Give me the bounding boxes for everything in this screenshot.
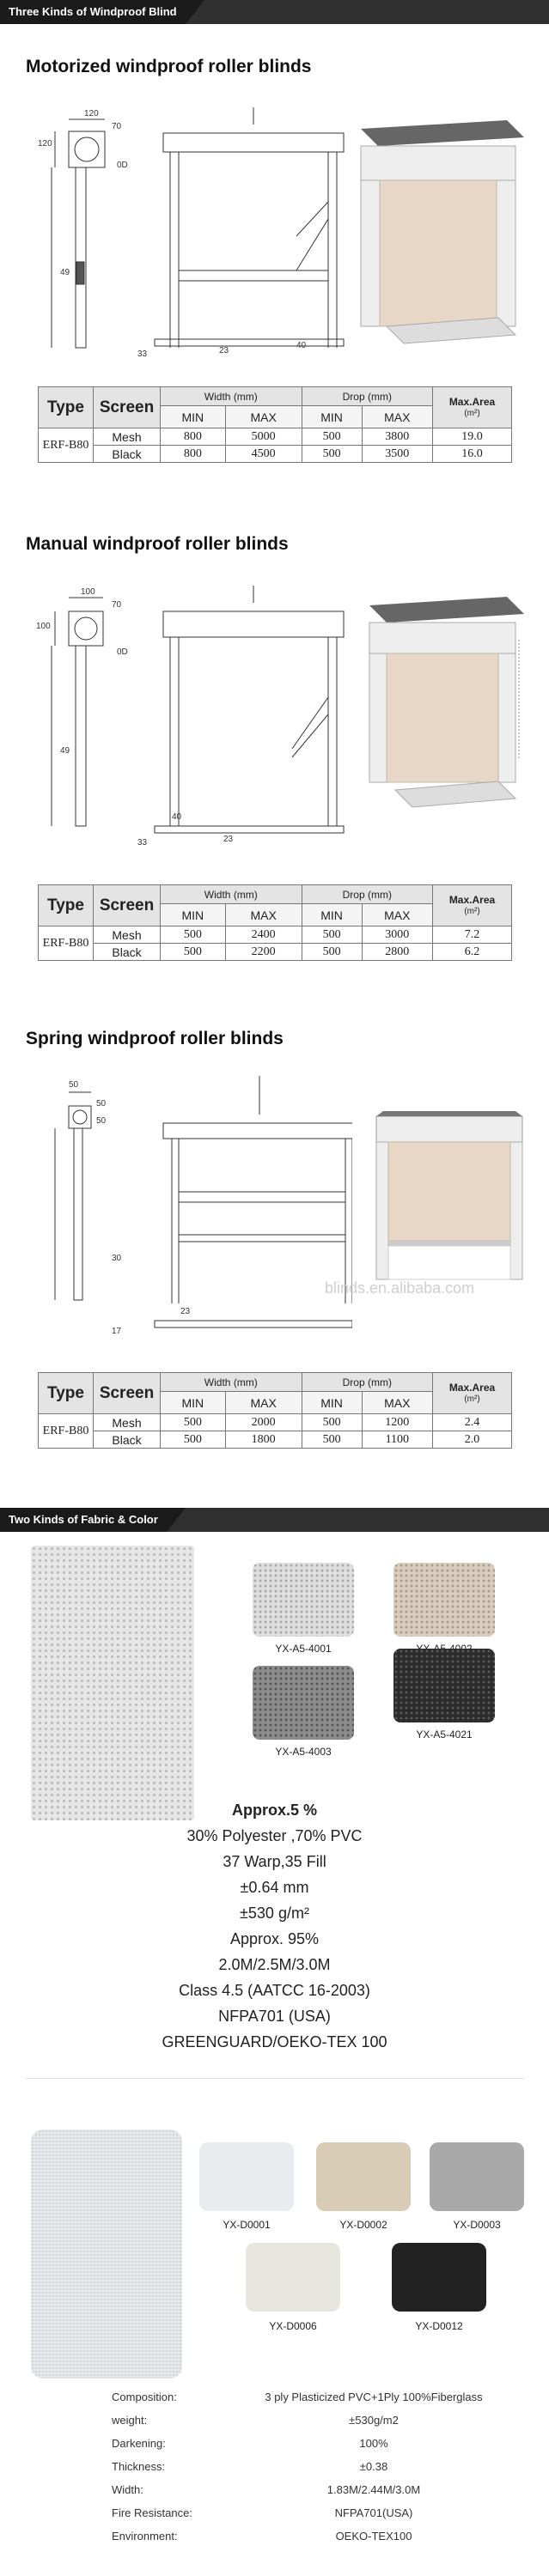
dim-h: 33: [137, 349, 148, 359]
manual-title: Manual windproof roller blinds: [26, 534, 289, 554]
width-header: Width (mm): [161, 387, 302, 406]
dim-b: 70: [112, 600, 122, 610]
dim-f: 23: [223, 835, 234, 844]
dim-c: 120: [38, 139, 52, 149]
swatch-yx-d0001[interactable]: [199, 2142, 294, 2211]
windproof-banner: [0, 0, 549, 24]
spec-row: Composition: 3 ply Plasticized PVC+1Ply 100%Fiberglass: [112, 2391, 483, 2403]
spring-technical-drawing: [34, 1072, 352, 1355]
dim-f: 23: [219, 346, 229, 355]
watermark: blinds.en.alibaba.com: [325, 1279, 475, 1297]
swatch-label: YX-D0001: [223, 2219, 271, 2231]
screen-header: Screen: [94, 387, 161, 428]
swatch-label: YX-A5-4001: [275, 1643, 332, 1655]
swatch-yx-d0002[interactable]: [316, 2142, 411, 2211]
dim-h: 17: [112, 1327, 122, 1336]
dim-a: 100: [81, 587, 95, 597]
spec-row: Width: 1.83M/2.44M/3.0M: [112, 2483, 421, 2496]
drop-header: Drop (mm): [302, 387, 432, 406]
swatch-yx-d0003[interactable]: [430, 2142, 524, 2211]
dim-c: 50: [96, 1116, 107, 1126]
motorized-product-image: [352, 112, 533, 361]
type-value: ERF-B80: [39, 428, 94, 463]
swatch-yx-a5-4003[interactable]: [253, 1666, 354, 1740]
spring-product-image: [368, 1108, 531, 1288]
dim-od: 0D: [117, 161, 128, 170]
spec-row: Environment: OEKO-TEX100: [112, 2530, 412, 2543]
spring-spec-table: Type Screen Width (mm) Drop (mm) Max.Area (m²) MIN MAX MIN MAX ERF-B80 Mesh 500 2000 500 1200 2.4 Black 500 1800 500 1100 2.0: [38, 1372, 512, 1449]
swatch-yx-a5-4002[interactable]: [393, 1563, 495, 1637]
manual-technical-drawing: [34, 577, 352, 860]
dim-g: 40: [172, 812, 182, 822]
motorized-title: Motorized windproof roller blinds: [26, 57, 312, 76]
type-header: Type: [39, 387, 94, 428]
dim-a: 120: [84, 109, 99, 118]
swatch-label: YX-A5-4003: [275, 1746, 332, 1758]
spec-row: weight: ±530g/m2: [112, 2414, 399, 2427]
dim-c: 100: [36, 622, 51, 631]
fabric1-specs: Approx.5 % 30% Polyester ,70% PVC 37 Warp,35 Fill ±0.64 mm ±530 g/m² Approx. 95% 2.0M/2.5M/3.0M Class 4.5 (AATCC 16-2003) NFPA701 (USA) GREENGUARD/OEKO-TEX 100: [162, 1801, 387, 2050]
manual-spec-table: Type Screen Width (mm) Drop (mm) Max.Area (m²) MIN MAX MIN MAX ERF-B80 Mesh 500 2400 500 3000 7.2 Black 500 2200 500 2800 6.2: [38, 884, 512, 961]
swatch-label: YX-D0003: [453, 2219, 501, 2231]
manual-product-image: [361, 588, 533, 829]
fabric-banner-title: Two Kinds of Fabric & Color: [0, 1508, 167, 1532]
fabric2-spec-table: [112, 2385, 533, 2548]
divider: [26, 2078, 524, 2079]
windproof-banner-title: Three Kinds of Windproof Blind: [0, 0, 186, 24]
dim-b: 70: [112, 122, 122, 131]
fabric-large-swatch: [31, 1546, 194, 1820]
swatch-label: YX-D0012: [415, 2320, 463, 2332]
spec-row: Thickness: ±0.38: [112, 2460, 388, 2473]
swatch-yx-a5-4021[interactable]: [393, 1649, 495, 1722]
swatch-label: YX-D0006: [269, 2320, 317, 2332]
dim-h: 33: [137, 838, 148, 848]
swatch-yx-a5-4001[interactable]: [253, 1563, 354, 1637]
fabric-banner: [0, 1508, 549, 1532]
swatch-yx-d0006[interactable]: [246, 2243, 340, 2312]
spring-title: Spring windproof roller blinds: [26, 1029, 284, 1048]
swatch-yx-d0012[interactable]: [392, 2243, 486, 2312]
dim-b: 50: [96, 1099, 107, 1109]
dim-g: 40: [296, 341, 307, 350]
swatch-label: YX-A5-4021: [416, 1728, 473, 1741]
motorized-technical-drawing: [34, 99, 352, 365]
swatch-label: YX-D0002: [339, 2219, 387, 2231]
dim-e: 30: [112, 1254, 122, 1263]
maxarea-header: Max.Area (m²): [433, 387, 512, 428]
dim-e: 49: [60, 268, 70, 277]
spec-row: Fire Resistance: NFPA701(USA): [112, 2506, 413, 2519]
dim-od: 0D: [117, 647, 128, 657]
motorized-spec-table: Type Screen Width (mm) Drop (mm) Max.Area (m²) MIN MAX MIN MAX ERF-B80 Mesh 800 5000 500 3800 19.0 Black 800 4500 500 3500 16.0: [38, 386, 512, 463]
fabric2-large-swatch: [31, 2129, 182, 2379]
dim-a: 50: [69, 1080, 79, 1090]
dim-f: 23: [180, 1307, 191, 1316]
spec-row: Darkening: 100%: [112, 2437, 388, 2450]
dim-e: 49: [60, 746, 70, 756]
